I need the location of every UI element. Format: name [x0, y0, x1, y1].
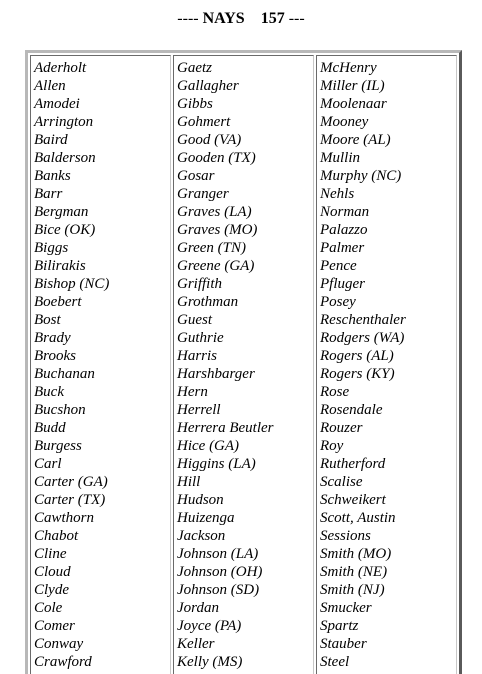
- nays-table: [25, 50, 462, 674]
- member-name: Barr: [34, 186, 63, 202]
- member-name: Pence: [320, 258, 357, 274]
- member-name: Carter (GA): [34, 474, 108, 490]
- member-name: Johnson (OH): [177, 564, 263, 580]
- member-name: Palmer: [320, 240, 365, 256]
- member-name: Sessions: [320, 528, 371, 544]
- member-name: Buchanan: [34, 366, 95, 382]
- member-name: Gibbs: [177, 96, 213, 112]
- member-name: Cole: [34, 600, 63, 616]
- member-name: Posey: [320, 294, 356, 310]
- nays-table-body: [30, 55, 457, 674]
- member-name: Joyce (PA): [177, 618, 242, 634]
- member-name: Grothman: [177, 294, 239, 310]
- member-name: Scott, Austin: [320, 510, 396, 526]
- member-name: Norman: [320, 204, 370, 220]
- member-name: Spartz: [320, 618, 359, 634]
- member-name: Conway: [34, 636, 84, 652]
- member-name: Miller (IL): [320, 78, 385, 94]
- member-name: Stauber: [320, 636, 367, 652]
- member-name: Smucker: [320, 600, 372, 616]
- member-name: Budd: [34, 420, 66, 436]
- member-name: Greene (GA): [177, 258, 255, 274]
- member-name: Bost: [34, 312, 61, 328]
- member-name: Gosar: [177, 168, 215, 184]
- heading-prefix: ----: [177, 10, 203, 27]
- member-name: Burgess: [34, 438, 82, 454]
- heading-title: NAYS: [202, 10, 245, 27]
- heading-suffix: ---: [284, 10, 305, 27]
- member-name: Cloud: [34, 564, 71, 580]
- member-name: Mullin: [320, 150, 360, 166]
- member-name: Rogers (AL): [320, 348, 394, 364]
- member-name: Griffith: [177, 276, 223, 292]
- member-name: Pfluger: [320, 276, 365, 292]
- member-name: Herrera Beutler: [177, 420, 274, 436]
- member-name: Carl: [34, 456, 62, 472]
- member-name: Hudson: [177, 492, 224, 508]
- member-name: Steel: [320, 654, 350, 670]
- member-name: Rouzer: [320, 420, 363, 436]
- member-name: Carter (TX): [34, 492, 106, 508]
- member-name: McHenry: [320, 60, 377, 76]
- member-name: Green (TN): [177, 240, 247, 256]
- member-name: Brady: [34, 330, 71, 346]
- nays-heading: [0, 10, 482, 28]
- member-name: Brooks: [34, 348, 76, 364]
- member-name: Rodgers (WA): [320, 330, 405, 346]
- member-name: Arrington: [34, 114, 94, 130]
- member-name: Reschenthaler: [320, 312, 406, 328]
- member-name: Granger: [177, 186, 229, 202]
- member-name: Banks: [34, 168, 71, 184]
- member-name: Nehls: [320, 186, 355, 202]
- member-name: Harshbarger: [177, 366, 255, 382]
- member-name: Schweikert: [320, 492, 386, 508]
- member-name: Gohmert: [177, 114, 231, 130]
- member-name: Good (VA): [177, 132, 242, 148]
- names-column-3: [316, 55, 457, 674]
- member-name: Bucshon: [34, 402, 86, 418]
- member-name: Bergman: [34, 204, 89, 220]
- member-name: Clyde: [34, 582, 69, 598]
- member-name: Gallagher: [177, 78, 239, 94]
- member-name: Biggs: [34, 240, 69, 256]
- member-name: Chabot: [34, 528, 79, 544]
- member-name: Boebert: [34, 294, 82, 310]
- member-name: Amodei: [34, 96, 80, 112]
- member-name: Graves (MO): [177, 222, 258, 238]
- member-name: Jackson: [177, 528, 226, 544]
- member-name: Mooney: [320, 114, 369, 130]
- member-name: Rosendale: [320, 402, 383, 418]
- member-name: Allen: [34, 78, 66, 94]
- member-name: Guest: [177, 312, 212, 328]
- member-name: Gaetz: [177, 60, 212, 76]
- member-name: Cline: [34, 546, 67, 562]
- member-name: Scalise: [320, 474, 363, 490]
- member-name: Palazzo: [320, 222, 368, 238]
- member-name: Bilirakis: [34, 258, 86, 274]
- member-name: Crawford: [34, 654, 92, 670]
- member-name: Higgins (LA): [177, 456, 256, 472]
- member-name: Harris: [177, 348, 218, 364]
- member-name: Bishop (NC): [34, 276, 110, 292]
- member-name: Gooden (TX): [177, 150, 256, 166]
- member-name: Cawthorn: [34, 510, 95, 526]
- member-name: Aderholt: [34, 60, 87, 76]
- member-name: Johnson (LA): [177, 546, 259, 562]
- member-name: Bice (OK): [34, 222, 96, 238]
- member-name: Keller: [177, 636, 215, 652]
- member-name: Balderson: [34, 150, 96, 166]
- member-name: Jordan: [177, 600, 219, 616]
- member-name: Hern: [177, 384, 208, 400]
- member-name: Huizenga: [177, 510, 235, 526]
- names-column-1: [30, 55, 171, 674]
- member-name: Johnson (SD): [177, 582, 260, 598]
- member-name: Rutherford: [320, 456, 386, 472]
- member-name: Moolenaar: [320, 96, 387, 112]
- member-name: Graves (LA): [177, 204, 252, 220]
- member-name: Hill: [177, 474, 201, 490]
- heading-count: 157: [260, 10, 285, 27]
- member-name: Murphy (NC): [320, 168, 402, 184]
- member-name: Smith (NE): [320, 564, 388, 580]
- member-name: Kelly (MS): [177, 654, 243, 670]
- member-name: Smith (NJ): [320, 582, 385, 598]
- member-name: Buck: [34, 384, 64, 400]
- member-name: Comer: [34, 618, 75, 634]
- member-name: Smith (MO): [320, 546, 392, 562]
- member-name: Hice (GA): [177, 438, 240, 454]
- member-name: Baird: [34, 132, 68, 148]
- member-name: Herrell: [177, 402, 221, 418]
- member-name: Rogers (KY): [320, 366, 395, 382]
- names-column-2: [173, 55, 314, 674]
- member-name: Guthrie: [177, 330, 224, 346]
- member-name: Moore (AL): [320, 132, 391, 148]
- member-name: Rose: [320, 384, 350, 400]
- member-name: Roy: [320, 438, 344, 454]
